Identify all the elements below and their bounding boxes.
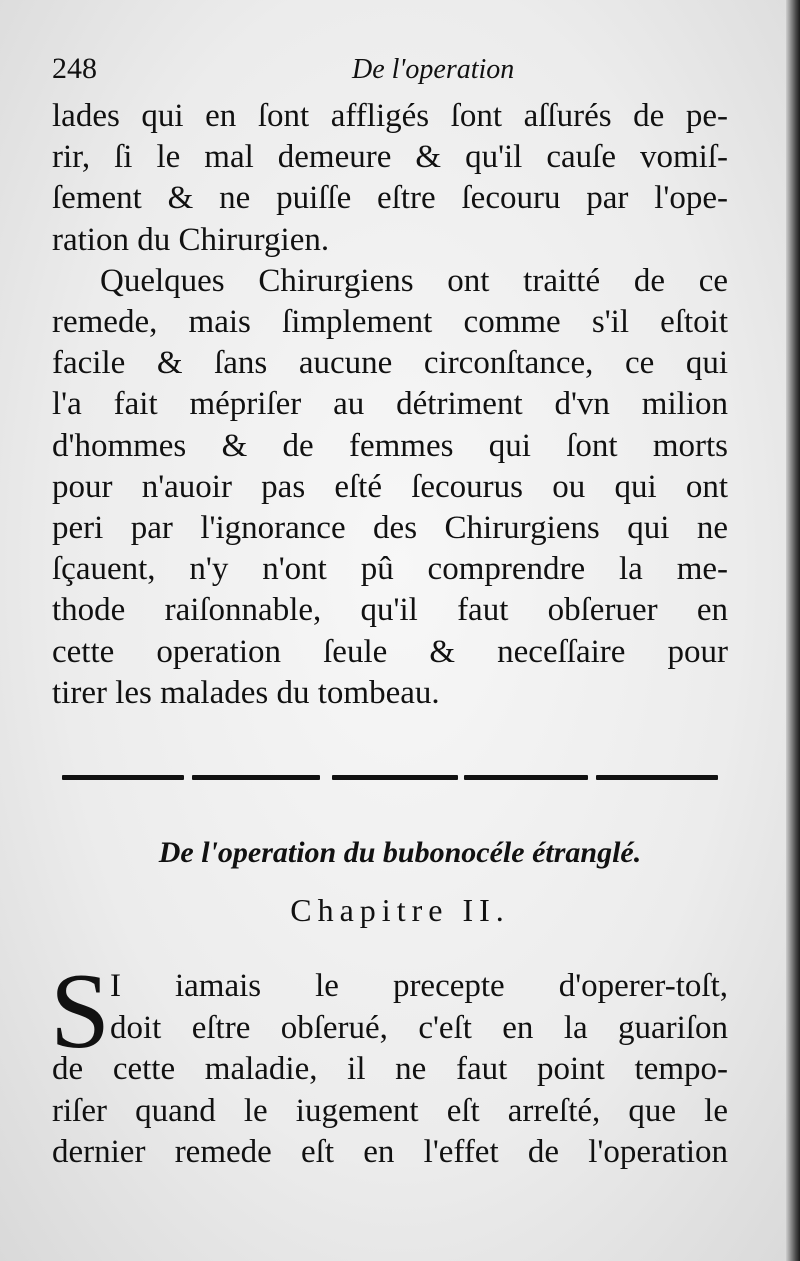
text-line: facile & ſans aucune circonſtance, ce qui (52, 345, 728, 382)
page-edge-shadow (786, 0, 800, 1261)
rule-segment (596, 775, 718, 780)
text-line: ſçauent, n'y n'ont pû comprendre la me- (52, 551, 728, 588)
text-line: l'a fait mépriſer au détriment d'vn milion (52, 386, 728, 423)
text-line: I iamais le precepte d'operer-toſt, (110, 968, 728, 1004)
ornamental-rule (62, 772, 718, 782)
text-line: ſement & ne puiſſe eſtre ſecouru par l'ope- (52, 180, 728, 217)
text-line: pour n'auoir pas eſté ſecourus ou qui ont (52, 468, 728, 505)
text-line: doit eſtre obſerué, c'eſt en la guariſon (110, 1009, 728, 1046)
text-line: remede, mais ſimplement comme s'il eſtoit (52, 304, 728, 341)
rule-segment (464, 775, 588, 780)
text-line: rir, ſi le mal demeure & qu'il cauſe vomiſ- (52, 139, 728, 176)
text-line: d'hommes & de femmes qui ſont morts (52, 427, 728, 464)
rule-segment (332, 775, 458, 780)
text-line: cette operation ſeule & neceſſaire pour (52, 633, 728, 670)
text-line: lades qui en ſont affligés ſont aſſurés de pe- (52, 98, 728, 134)
text-line: dernier remede eſt en l'effet de l'operation (52, 1134, 728, 1170)
rule-segment (192, 775, 320, 780)
paragraph (52, 261, 728, 714)
body-text (52, 96, 728, 714)
text-line: de cette maladie, il ne faut point tempo- (52, 1051, 728, 1087)
chapter-text (52, 966, 728, 1174)
page-header (52, 50, 732, 90)
running-head: De l'operation (352, 54, 515, 85)
chapter-title: Chapitre II. (290, 892, 510, 928)
text-line: peri par l'ignorance des Chirurgiens qui ne (52, 510, 728, 547)
text-line: Quelques Chirurgiens ont traitté de ce (100, 262, 728, 299)
text-line: ration du Chirurgien. (52, 221, 330, 258)
page-number: 248 (52, 52, 97, 85)
paragraph-continued (52, 96, 728, 261)
section-title: De l'operation du bubonocéle étranglé. (158, 836, 642, 869)
rule-segment (62, 775, 184, 780)
text-line: riſer quand le iugement eſt arreſté, que le (52, 1092, 728, 1129)
text-line: tirer les malades du tombeau. (52, 674, 440, 711)
text-line: thode raiſonnable, qu'il faut obſeruer en (52, 592, 728, 629)
drop-cap: S (50, 952, 111, 1071)
